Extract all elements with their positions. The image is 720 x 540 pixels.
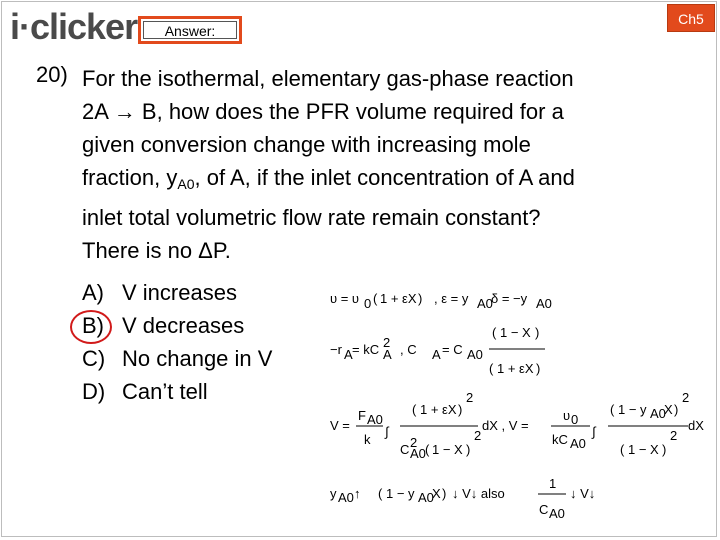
question-line-4-tail: , of A, if the inlet concentration of A and — [194, 165, 575, 190]
svg-text:A0: A0 — [650, 406, 666, 421]
choice-letter: D) — [82, 379, 106, 404]
svg-text:): ) — [466, 442, 471, 457]
question-line-4-sub: A0 — [177, 176, 195, 192]
svg-text:υ = υ: υ = υ — [330, 291, 360, 306]
svg-text:): ) — [442, 486, 447, 501]
svg-text:): ) — [418, 291, 423, 306]
choice-letter: C) — [82, 346, 106, 371]
svg-text:F: F — [358, 408, 366, 423]
svg-text:(: ( — [610, 402, 615, 417]
svg-text:A0: A0 — [418, 490, 434, 505]
svg-text:): ) — [674, 402, 679, 417]
svg-text:): ) — [536, 361, 541, 376]
question-line-6: There is no ΔP. — [82, 238, 231, 263]
svg-text:A0: A0 — [410, 446, 426, 461]
choice-letter: A) — [82, 280, 104, 305]
svg-text:↓ V↓ also: ↓ V↓ also — [452, 486, 505, 501]
question-line-1: For the isothermal, elementary gas-phase reaction — [82, 66, 574, 91]
svg-text:C: C — [539, 502, 549, 517]
answer-label: Answer: — [143, 21, 237, 39]
svg-text:∫: ∫ — [385, 424, 389, 439]
choice-text: V decreases — [122, 313, 245, 338]
question-number: 20) — [36, 62, 68, 87]
choice-text: Can’t tell — [122, 379, 208, 404]
equation-concentration — [330, 325, 545, 376]
svg-text:0: 0 — [364, 296, 372, 311]
svg-text:2: 2 — [682, 390, 690, 405]
svg-text:X: X — [664, 402, 673, 417]
question-line-3: given conversion change with increasing mole — [82, 132, 531, 157]
svg-text:, C: , C — [400, 342, 417, 357]
choice-letter: B) — [82, 313, 104, 338]
svg-text:2: 2 — [410, 435, 418, 450]
svg-text:−r: −r — [330, 342, 342, 357]
svg-text:X: X — [432, 486, 441, 501]
svg-text:(: ( — [378, 486, 383, 501]
svg-text:= C: = C — [442, 342, 463, 357]
svg-text:A0: A0 — [570, 436, 586, 451]
question-line-4-head: fraction, y — [82, 165, 178, 190]
svg-text:dX: dX — [688, 418, 704, 433]
equation-flow-rate — [330, 291, 552, 311]
choice-text: V increases — [122, 280, 237, 305]
svg-text:0: 0 — [571, 412, 579, 427]
svg-text:↑: ↑ — [354, 486, 361, 501]
choice-text: No change in V — [122, 346, 273, 371]
svg-text:δ = −y: δ = −y — [491, 291, 528, 306]
svg-text:= kC: = kC — [352, 342, 380, 357]
svg-text:∫: ∫ — [592, 424, 596, 439]
svg-text:1 − y: 1 − y — [386, 486, 415, 501]
svg-text:A0: A0 — [367, 412, 383, 427]
svg-text:A0: A0 — [338, 490, 354, 505]
svg-text:1 − X: 1 − X — [432, 442, 463, 457]
svg-text:A0: A0 — [549, 506, 565, 521]
equation-conclusion — [330, 476, 595, 521]
svg-text:2: 2 — [670, 428, 678, 443]
svg-text:(: ( — [620, 442, 625, 457]
svg-text:C: C — [400, 442, 410, 457]
svg-text:2: 2 — [383, 335, 391, 350]
svg-text:υ: υ — [563, 408, 571, 423]
svg-text:): ) — [535, 325, 540, 340]
svg-text:V =: V = — [330, 418, 350, 433]
svg-text:, ε = y: , ε = y — [434, 291, 469, 306]
svg-text:1 + εX: 1 + εX — [420, 402, 457, 417]
svg-text:2: 2 — [474, 428, 482, 443]
svg-text:(: ( — [489, 361, 494, 376]
svg-text:): ) — [662, 442, 667, 457]
svg-text:1 + εX: 1 + εX — [380, 291, 417, 306]
svg-text:y: y — [330, 486, 337, 501]
svg-text:A: A — [344, 347, 353, 362]
svg-text:1 + εX: 1 + εX — [497, 361, 534, 376]
svg-text:1 − y: 1 − y — [618, 402, 647, 417]
svg-text:2: 2 — [466, 390, 474, 405]
svg-text:k: k — [364, 432, 371, 447]
svg-text:A0: A0 — [536, 296, 552, 311]
svg-text:dX , V =: dX , V = — [482, 418, 529, 433]
svg-text:↓ V↓: ↓ V↓ — [570, 486, 596, 501]
svg-text:(: ( — [412, 402, 417, 417]
svg-text:A: A — [432, 347, 441, 362]
svg-text:1 − X: 1 − X — [500, 325, 531, 340]
svg-text:(: ( — [425, 442, 430, 457]
svg-text:A: A — [383, 347, 392, 362]
svg-text:A0: A0 — [477, 296, 493, 311]
question-line-2: 2A → B, how does the PFR volume required for a — [82, 99, 564, 124]
svg-text:kC: kC — [552, 432, 568, 447]
question-line-5: inlet total volumetric flow rate remain constant? — [82, 205, 541, 230]
chapter-tag: Ch5 — [667, 4, 715, 32]
svg-text:(: ( — [373, 291, 378, 306]
svg-text:(: ( — [492, 325, 497, 340]
svg-text:): ) — [458, 402, 463, 417]
svg-text:A0: A0 — [467, 347, 483, 362]
svg-text:1 − X: 1 − X — [628, 442, 659, 457]
svg-text:1: 1 — [549, 476, 557, 491]
equation-volume — [330, 390, 704, 461]
logo-text: i·clicker — [10, 6, 138, 47]
